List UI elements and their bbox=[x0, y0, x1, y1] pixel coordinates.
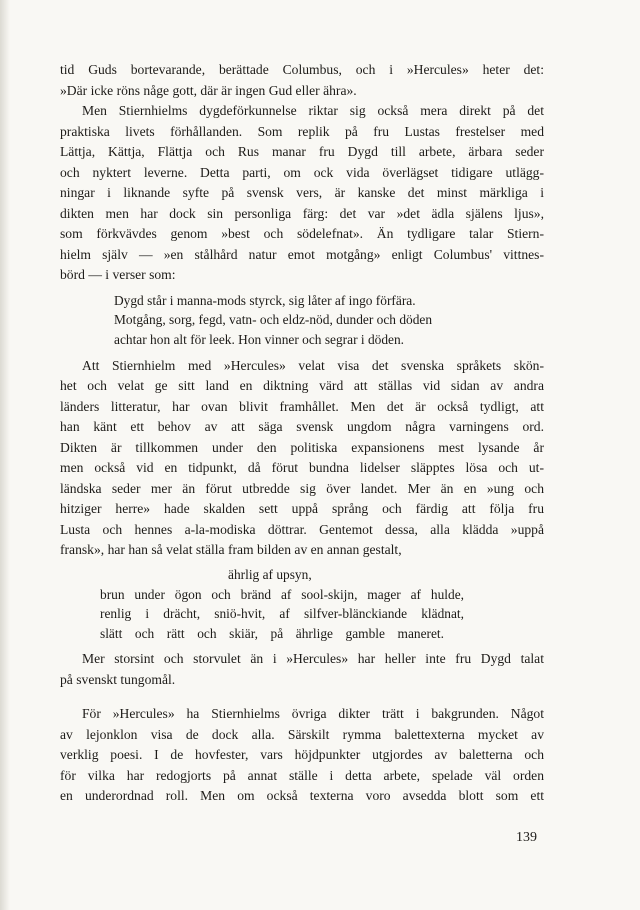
text-line: Att Stiernhielm med »Hercules» velat visa det svenska språkets skön- bbox=[82, 357, 544, 373]
text-line: börd — i verser som: bbox=[60, 267, 176, 282]
text-line: praktiska livets förhållanden. Som replik på fru Lustas frestelser med bbox=[60, 123, 544, 139]
text-line: Mer storsint och storvulet än i »Hercules» har heller inte fru Dygd talat bbox=[82, 651, 544, 667]
text-line: han känt ett behov av att säga svensk ungdom några varningens ord. bbox=[60, 419, 544, 435]
text-line: Lättja, Kättja, Flättja och Rus manar fru Dygd till arbete, ärbara seder bbox=[60, 144, 544, 159]
verse-line: Motgång, sorg, fegd, vatn- och eldz-nöd, dunder och döden bbox=[114, 312, 433, 328]
text-line: för vilka har redogjorts på annat ställe i detta arbete, spelade väl orden bbox=[60, 767, 544, 783]
text-line: ningar i liknande syfte på svensk vers, är kanske det minst märkliga i bbox=[60, 185, 544, 200]
paragraph-4 bbox=[60, 649, 544, 690]
verse-line: achtar hon alt för leek. Hon vinner och segrar i döden. bbox=[114, 332, 405, 348]
text-line: verklig poesi. I de hovfester, vars höjdpunkter utgjordes av baletterna och bbox=[60, 747, 544, 763]
text-line: het och velat ge sitt land en diktning värd att ställas vid sidan av andra bbox=[60, 378, 544, 394]
text-line: och nyktert leverne. Detta parti, om ock vida överlägset tidigare utlägg- bbox=[60, 164, 544, 180]
verse-quote-1 bbox=[114, 291, 544, 350]
text-line: För »Hercules» ha Stiernhielms övriga dikter trätt i bakgrunden. Något bbox=[82, 706, 544, 722]
verse-line: renlig i drächt, sniö-hvit, af silfver-blänckiande klädnat, bbox=[100, 606, 464, 622]
text-line: »Där icke röns någe gott, där är ingen Gud eller ähra». bbox=[60, 82, 357, 98]
text-line: Men Stiernhielms dygdeförkunnelse riktar sig också mera direkt på det bbox=[82, 103, 544, 118]
text-line: hitziger herre» hade skalden sett uppå språng och färdig att följa fru bbox=[60, 501, 544, 517]
body-text bbox=[60, 60, 544, 807]
text-line: på svenskt tungomål. bbox=[60, 671, 176, 687]
verse-line: brun under ögon och bränd af sool-skijn, mager af hulde, bbox=[100, 586, 464, 602]
text-line: av lejonklon visa de dock alla. Särskilt rymma balettexterna mycket av bbox=[60, 726, 544, 742]
text-line: Lusta och hennes a-la-modiska döttrar. Gentemot dessa, alla klädda »uppå bbox=[60, 521, 544, 537]
paragraph-1 bbox=[60, 60, 544, 101]
verse-line: slätt och rätt och skiär, på ährlige gamble maneret. bbox=[100, 626, 444, 642]
text-line: som förkvävdes genom »best och södelefnat». Än tydligare talar Stiern- bbox=[60, 226, 544, 241]
text-line: dikten men har dock sin personliga färg: det var »det ädla själens ljus», bbox=[60, 205, 544, 221]
page-edge-shadow bbox=[0, 0, 10, 910]
verse-quote-2 bbox=[100, 565, 544, 644]
paragraph-2 bbox=[60, 101, 544, 286]
text-line: Dikten är tillkommen under den politiska expansionens mest lysande år bbox=[60, 439, 544, 455]
text-line: tid Guds bortevarande, berättade Columbus, och i »Hercules» heter det: bbox=[60, 62, 544, 77]
text-line: länders litteratur, har ovan blivit framhållet. Men det är också tydligt, att bbox=[60, 398, 544, 414]
verse-line: Dygd står i manna-mods styrck, sig låter af ingo förfära. bbox=[114, 292, 416, 308]
section-gap bbox=[60, 690, 544, 704]
verse-line: ährlig af upsyn, bbox=[228, 566, 312, 582]
text-line: ländska seder mer än förut utbredde sig över landet. Mer än en »ung och bbox=[60, 480, 544, 496]
paragraph-3 bbox=[60, 356, 544, 561]
text-line: hielm själv — »en stålhård natur emot motgång» enligt Columbus' vittnes- bbox=[60, 246, 544, 262]
text-line: men också vid en tidpunkt, då förut bundna lidelser släpptes lösa och ut- bbox=[60, 460, 544, 476]
page-number: 139 bbox=[516, 830, 537, 845]
text-line: fransk», har han så velat ställa fram bilden av en annan gestalt, bbox=[60, 542, 402, 558]
text-line: en underordnad roll. Men om också texterna voro avsedda blott som ett bbox=[60, 788, 544, 804]
paragraph-5 bbox=[60, 704, 544, 807]
